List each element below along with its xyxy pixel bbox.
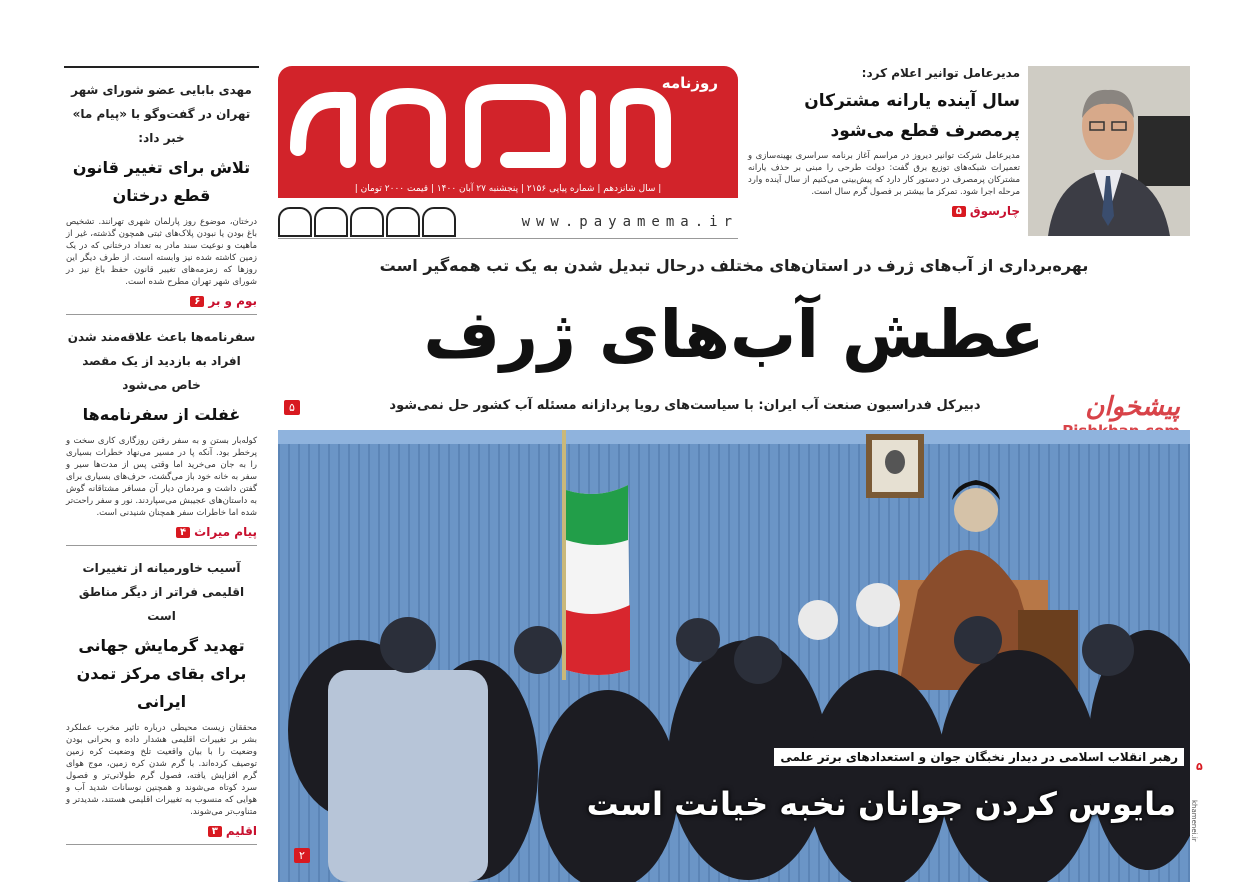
story-3-body: محققان زیست محیطی درباره تاثیر مخرب عملکرد بشر بر تغییرات اقلیمی هشدار داده و بحرانی بودن وضعیت را با بیان واقعیت تلخ وضعیت کره زمین توصیف کرده‌اند. با گرم شدن کره زمین، موج هوای گرم افزایش یافته، فصول گرم طولانی‌تر و فصول سرد کوتاه می‌شوند و همچنین نوسانات شدید آب و هوایی که منسوب به تغییرات اقلیمی هستند، شدیدتر و متناوب‌تر می‌شوند. xyxy=(66,723,257,817)
story-3-section-tag[interactable] xyxy=(66,824,257,845)
lead-subhead: بهره‌برداری از آب‌های ژرف در استان‌های مختلف درحال تبدیل شدن به یک تب همه‌گیر است xyxy=(379,256,1089,275)
section-label: چارسوق xyxy=(969,204,1020,218)
lead-deck: دبیرکل فدراسیون صنعت آب ایران: با سیاست‌های رویا پردازانه مسئله آب کشور حل نمی‌شود xyxy=(389,398,981,413)
watermark-fa: پیشخوان xyxy=(1085,392,1180,422)
story-3-kicker: آسیب خاورمیانه از تغییرات اقلیمی فراتر از دیگر مناطق است xyxy=(78,561,245,623)
story-3-headline[interactable]: تهدید گرمایش جهانی برای بقای مرکز تمدن ایرانی xyxy=(76,636,247,711)
photo-caption-headline[interactable]: مایوس کردن جوانان نخبه خیانت است xyxy=(586,785,1176,823)
top-story[interactable] xyxy=(748,66,1020,236)
story-1[interactable] xyxy=(64,68,259,315)
story-3[interactable] xyxy=(64,546,259,845)
story-1-body: درختان، موضوع روز پارلمان شهری تهرانند. تشخیص باغ بودن یا نبودن پلاک‌های ثبتی همچون گذشته، غیر از ماهیت و نوعیت سند مادر به تعداد درختانی که در یک زمین کاشته شده نیز وابسته است. از طرف دیگر این روزها که زمزمه‌های تغییر قانون حفظ باغ نیز در شورای شهر تهران مطرح شده است. xyxy=(66,217,257,287)
side-page-number: ۵ xyxy=(1196,760,1203,773)
story-2-body: کوله‌بار بستن و به سفر رفتن روزگاری کاری سخت و پرخطر بود. آنکه پا در مسیر می‌نهاد خطرات بسیاری را به جان می‌خرید اما وقتی پس از مدت‌ها سیر و سفر به خانه خود باز می‌گشت، حرف‌های بسیاری برای گفتن داشت و مردمان دیار آن مسافر مشتاقانه گوش به داستان‌های عجیبش می‌سپاردند. نور و سفر راحت‌تر شده اما خاطرات سفر همچنان شنیدنی است. xyxy=(66,436,257,518)
top-story-body: مدیرعامل شرکت توانیر دیروز در مراسم آغاز برنامه سراسری بهینه‌سازی و تعمیرات شبکه‌های توزیع برق گفت: دولت طرحی را مبنی بر حذف یارانه مشترکان پرمصرف در دستور کار دارد که پیش‌بینی می‌کنیم از سال آینده وارد مرحله اجرا شود. تمرکز ما بیشتر بر فصول گرم سال است. xyxy=(748,151,1020,197)
story-2-headline[interactable]: غفلت از سفرنامه‌ها xyxy=(82,405,241,424)
page-number-badge: ۶ xyxy=(190,296,204,307)
story-1-kicker: مهدی بابایی عضو شورای شهر تهران در گفت‌وگو با «پیام ما» خبر داد: xyxy=(71,83,252,145)
masthead xyxy=(278,66,738,196)
lead-page-badge: ۵ xyxy=(284,400,300,415)
logo-shapes xyxy=(278,207,456,237)
page-number-badge: ۴ xyxy=(176,527,190,538)
section-label: بوم و بر xyxy=(208,294,257,308)
top-story-headline[interactable]: سال آینده یارانه مشترکان پرمصرف قطع می‌شود xyxy=(804,91,1020,141)
page-number-badge: ۵ xyxy=(952,206,966,217)
section-label: پیام میراث xyxy=(194,525,257,539)
story-2[interactable] xyxy=(64,315,259,546)
masthead-logo-text: پیام ما xyxy=(475,138,478,139)
left-column xyxy=(64,66,259,888)
shape-arch xyxy=(386,207,420,237)
shape-arch xyxy=(278,207,312,237)
photo-caption-kicker: رهبر انقلاب اسلامی در دیدار نخبگان جوان و استعدادهای برتر علمی xyxy=(774,748,1184,766)
masthead-word: روزنامه xyxy=(661,74,718,92)
story-1-headline[interactable]: تلاش برای تغییر قانون قطع درختان xyxy=(72,158,251,205)
masthead-logo xyxy=(278,78,678,170)
shape-arch xyxy=(314,207,348,237)
story-2-section-tag[interactable] xyxy=(66,525,257,546)
website-url[interactable]: www.payamema.ir xyxy=(521,214,738,230)
lead-headline[interactable]: عطش آب‌های ژرف xyxy=(423,296,1045,373)
shape-arch xyxy=(350,207,384,237)
portrait-illustration xyxy=(1028,66,1190,236)
url-row xyxy=(278,206,738,239)
story-2-kicker: سفرنامه‌ها باعث علاقه‌مند شدن افراد به بازدید از یک مقصد خاص می‌شود xyxy=(67,330,256,392)
shape-arch xyxy=(422,207,456,237)
section-label: اقلیم xyxy=(225,824,257,838)
masthead-info-bar: | سال شانزدهم | شماره پیاپی ۲۱۵۶ | پنجشنبه ۲۷ آبان ۱۴۰۰ | قیمت ۲۰۰۰ تومان | xyxy=(278,180,738,198)
story-1-section-tag[interactable] xyxy=(66,294,257,315)
top-story-section-tag[interactable] xyxy=(748,204,1020,218)
top-story-kicker: مدیرعامل توانیر اعلام کرد: xyxy=(861,66,1020,80)
photo-credit: khamenei.ir xyxy=(1190,800,1198,842)
portrait-photo xyxy=(1028,66,1190,236)
page-number-badge: ۳ xyxy=(208,826,222,837)
photo-page-badge: ۲ xyxy=(294,848,310,863)
